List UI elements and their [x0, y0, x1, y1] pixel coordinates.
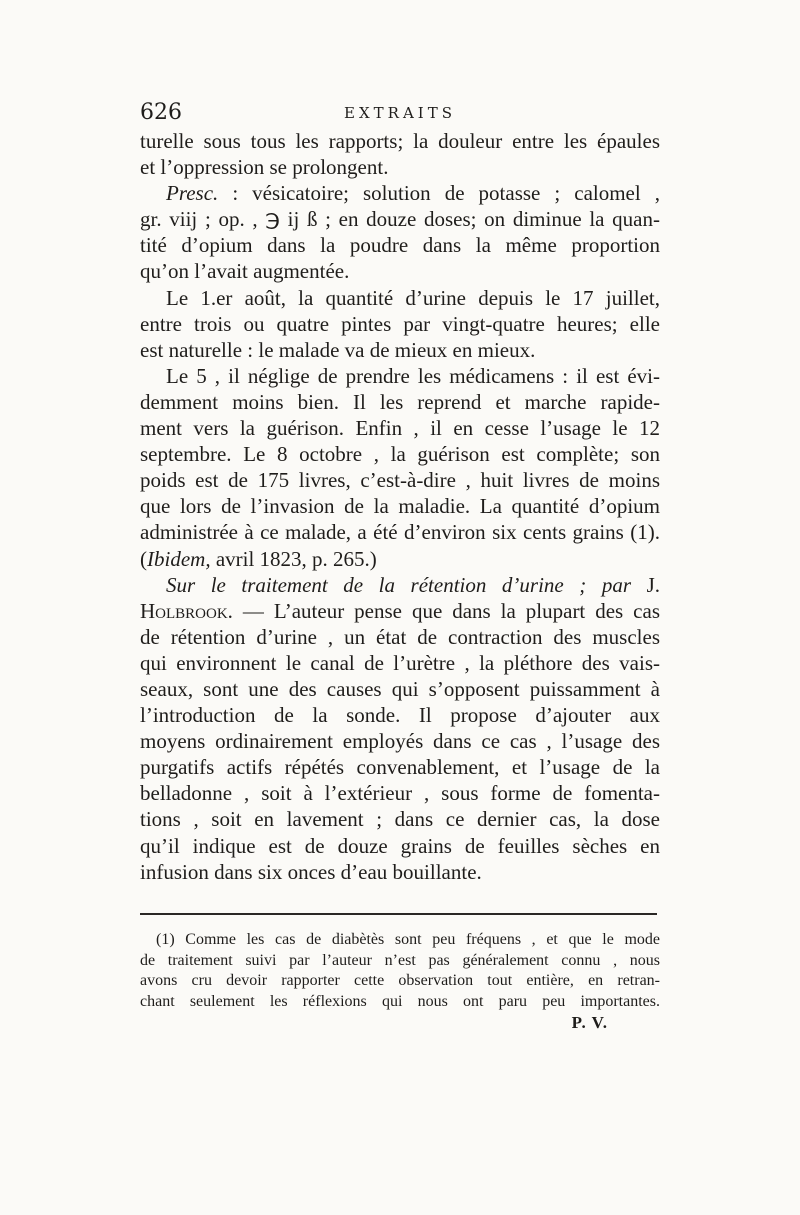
text-line: seaux, sont une des causes qui s’opposent puissamment à: [140, 676, 660, 701]
text-line: [140, 180, 660, 206]
text-line: et l’oppression se prolongent.: [140, 155, 389, 180]
text-span: J.: [631, 572, 660, 597]
text-line: tions , soit en lavement ; dans ce dernier cas, la dose: [140, 807, 660, 832]
text-line: administrée à ce malade, a été d’environ six cents grains (1).: [140, 520, 660, 545]
text-line: que lors de l’invasion de la maladie. La quantité d’opium: [140, 494, 660, 519]
page-number: 626: [140, 100, 182, 125]
author-name: Holbrook: [140, 598, 228, 623]
text-line: entre trois ou quatre pintes par vingt-quatre heures; elle: [140, 311, 660, 336]
text-line: est naturelle : le malade va de mieux en mieux.: [140, 337, 536, 362]
text-span: (: [140, 546, 147, 571]
body-text: [140, 128, 660, 885]
footnote-divider: [140, 913, 657, 915]
text-line: qu’il indique est de douze grains de feuilles sèches en: [140, 833, 660, 858]
footnote-line: (1) Comme les cas de diabètès sont peu fréquens , et que le mode: [156, 931, 660, 948]
text-line: belladonne , soit à l’extérieur , sous forme de fomenta-: [140, 781, 660, 806]
text-line: turelle sous tous les rapports; la douleur entre les épaules: [140, 129, 660, 153]
text-line: Le 5 , il néglige de prendre les médicamens : il est évi-: [166, 363, 660, 388]
text-line: l’introduction de la sonde. Il propose d’ajouter aux: [140, 703, 660, 728]
text-line: gr. viij ; op. , ℈ ij ß ; en douze doses; on diminue la quan-: [140, 207, 660, 232]
footnote-line: chant seulement les réflexions qui nous ont paru peu importantes.: [140, 992, 660, 1010]
text-line: qu’on l’avait augmentée.: [140, 259, 350, 284]
footnote: [140, 930, 660, 1012]
citation-source: Ibidem,: [147, 546, 211, 571]
text-span: avril 1823, p. 265.): [210, 546, 377, 571]
footnote-signature: P. V.: [571, 1013, 608, 1032]
footnote-line: avons cru devoir rapporter cette observation tout entière, en retran-: [140, 972, 660, 989]
citation-line: [140, 546, 660, 572]
article-title: Sur le traitement de la rétention d’urine ; par: [166, 572, 632, 597]
text-line: septembre. Le 8 octobre , la guérison est complète; son: [140, 442, 660, 467]
article-title-line: [140, 572, 660, 598]
text-line: infusion dans six onces d’eau bouillante.: [140, 859, 482, 884]
text-line: tité d’opium dans la poudre dans la même proportion: [140, 233, 660, 258]
footnote-line: de traitement suivi par l’auteur n’est pas généralement connu , nous: [140, 951, 660, 969]
text-line: poids est de 175 livres, c’est-à-dire , huit livres de moins: [140, 468, 660, 493]
text-line: Le 1.er août, la quantité d’urine depuis le 17 juillet,: [166, 285, 660, 310]
text-line: moyens ordinairement employés dans ce cas , l’usage des: [140, 729, 660, 754]
running-head: EXTRAITS: [344, 104, 456, 122]
text-line: qui environnent le canal de l’urètre , la pléthore des vais-: [140, 650, 660, 675]
text-span: : vésicatoire; solution de potasse ; calomel ,: [218, 181, 660, 206]
text-line: demment moins bien. Il les reprend et marche rapide-: [140, 389, 660, 414]
text-span: . — L’auteur pense que dans la plupart des cas: [227, 598, 660, 623]
text-line: purgatifs actifs répétés convenablement, et l’usage de la: [140, 755, 660, 780]
prescription-label: Presc.: [166, 181, 219, 206]
text-line: [140, 598, 660, 624]
text-line: ment vers la guérison. Enfin , il en cesse l’usage le 12: [140, 416, 660, 441]
page-header: [140, 100, 660, 130]
text-line: de rétention d’urine , un état de contraction des muscles: [140, 624, 660, 649]
